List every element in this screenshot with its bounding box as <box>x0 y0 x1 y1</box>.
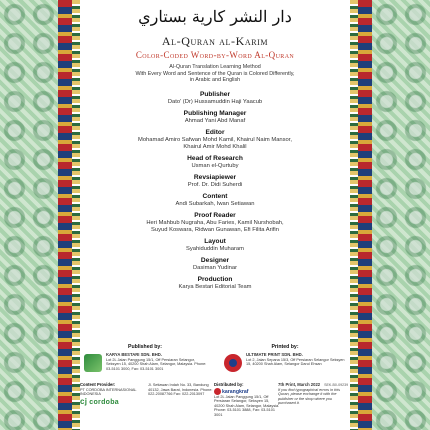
publisher-address: Lot 2L Jalan Panggung 15/1, Off Persiaran Selangor, Seksyen 15, 40200 Shah Alam, Selangor, Malaysia. Phone: 03-5101 3000, Fax: 03-5101 3001 <box>106 357 207 371</box>
credit-editor <box>80 129 350 151</box>
credit-publishing-manager <box>80 110 350 125</box>
imprint-footer <box>80 345 350 430</box>
typo-notice: If you find typographical errors in this Quran, please exchange it with the publisher or the shop where you purchased it. <box>278 387 341 406</box>
credit-role: Publishing Manager <box>183 109 247 117</box>
printer-company: ULTIMATE PRINT SDN. BHD. <box>246 352 303 357</box>
credit-name: Ahmad Yani Abd Manaf <box>184 117 246 124</box>
credit-name: Usman el-Qurtuby <box>191 162 239 169</box>
credit-publisher <box>80 91 350 106</box>
published-by-label: Published by: <box>127 344 162 350</box>
credit-head-of-research <box>80 155 350 170</box>
publisher-printer-row <box>80 345 350 381</box>
credit-production <box>80 276 350 291</box>
description-line: Al-Quran Translation Learning Method <box>169 64 261 70</box>
ornamental-border-left <box>0 0 58 430</box>
publisher-company: KARYA BESTARI SDN. BHD. <box>106 352 162 357</box>
printer-address: Lot 2, Jalan Sepana 15/3, Off Persiaran Selangor Seksyen 15, 40200 Shah Alam, Selangor Darul Ehsan <box>246 357 345 367</box>
credit-role: Editor <box>205 128 225 136</box>
distributor-address: Lot 2L Jalan Panggung 15/1, Off Persiaran Selangor, Seksyen 15, 40200 Shah Alam, Selangor, Malaysia. Phone: 03-5101 3888, Fax: 03-5101 3001 <box>214 394 280 417</box>
distributed-by-label: Distributed by: <box>214 382 244 387</box>
content-provider-label: Content Provider: <box>80 382 116 387</box>
print-info-block <box>278 383 350 406</box>
credit-name: Heri Mahbub Nugraha, Abu Faries, Kamil Nurshobah, <box>146 219 284 226</box>
karya-bestari-logo-icon <box>84 354 102 372</box>
credit-role: Production <box>197 275 233 283</box>
distributor-block <box>214 383 280 418</box>
credit-name: Prof. Dr. Didi Suherdi <box>187 181 243 188</box>
printed-by-label: Printed by: <box>271 344 299 350</box>
credit-proof-reader <box>80 212 350 234</box>
publisher-details <box>106 353 210 371</box>
credit-designer <box>80 257 350 272</box>
credit-name: Khairul Amir Mohd Khalil <box>183 143 247 150</box>
description-line: With Every Word and Sentence of the Quran is Colored Differently, <box>135 70 295 77</box>
credit-reviewer <box>80 174 350 189</box>
credit-content <box>80 193 350 208</box>
credit-role: Revsiapiewer <box>193 173 237 181</box>
credit-name: Dato' (Dr) Hussamuddin Haji Yaacub <box>167 98 263 105</box>
distributor-name: karangkraf <box>222 388 249 395</box>
credit-name: Suyud Koswara, Ridwan Gunawan, Efi Filita Arifin <box>151 226 279 233</box>
karangkraf-icon <box>214 388 221 395</box>
printer-block <box>220 344 350 367</box>
ultimate-print-logo-icon <box>224 354 242 372</box>
credit-role: Head of Research <box>187 154 243 162</box>
credit-role: Designer <box>200 256 230 264</box>
ornamental-band-right <box>358 0 372 430</box>
cordoba-logo <box>80 396 146 406</box>
credit-name: Dasiman Yudinar <box>192 264 238 271</box>
book-subtitle: Color-Coded Word-by-Word Al-Quran <box>135 50 295 60</box>
karangkraf-logo <box>214 388 280 395</box>
credit-layout <box>80 238 350 253</box>
arabic-calligraphy-logo: دار النشر كارية بستاري <box>138 7 292 26</box>
publisher-block <box>80 344 210 371</box>
content-provider-address-block <box>148 383 214 397</box>
credits-list <box>80 91 350 291</box>
book-title: Al-Quran al-Karim <box>161 34 269 48</box>
credit-name: Mohamad Amiro Safwan Mohd Kamil, Khairul Naim Mansor, <box>137 136 292 143</box>
cordoba-wordmark: cordoba <box>89 398 119 406</box>
content-provider-address: Jl. Setiawan Indah No. 33, Bandung 40132, Jawa Barat, Indonesia. Phone: 022-20087766 Fax: 022-2013097 <box>148 383 213 397</box>
ornamental-band-left <box>58 0 72 430</box>
credit-role: Publisher <box>199 90 231 98</box>
ornamental-border-right <box>372 0 430 430</box>
content-provider-block <box>80 383 146 405</box>
imprint-bottom-row <box>80 383 350 427</box>
credit-name: Karya Bestari Editorial Team <box>178 283 252 290</box>
credit-name: Syahiduddin Muharam <box>185 245 244 252</box>
ornamental-inner-band-left <box>72 0 80 430</box>
ornamental-inner-band-right <box>350 0 358 430</box>
book-description <box>80 64 350 84</box>
cj-logo-icon: cj <box>80 396 88 406</box>
credit-name: Andi Subarkah, Iwan Setiawan <box>175 200 255 207</box>
printer-details <box>246 353 350 367</box>
print-edition: 7th Print, March 2022 <box>278 382 321 387</box>
credit-role: Proof Reader <box>194 211 236 219</box>
credit-role: Content <box>202 192 228 200</box>
isbn-code: SEK-B0-09239 <box>324 383 349 387</box>
credit-role: Layout <box>204 237 226 245</box>
content-provider-name: PT CORDOBA INTERNASIONAL INDONESIA <box>80 387 137 397</box>
description-line: in Arabic and English <box>189 77 241 84</box>
